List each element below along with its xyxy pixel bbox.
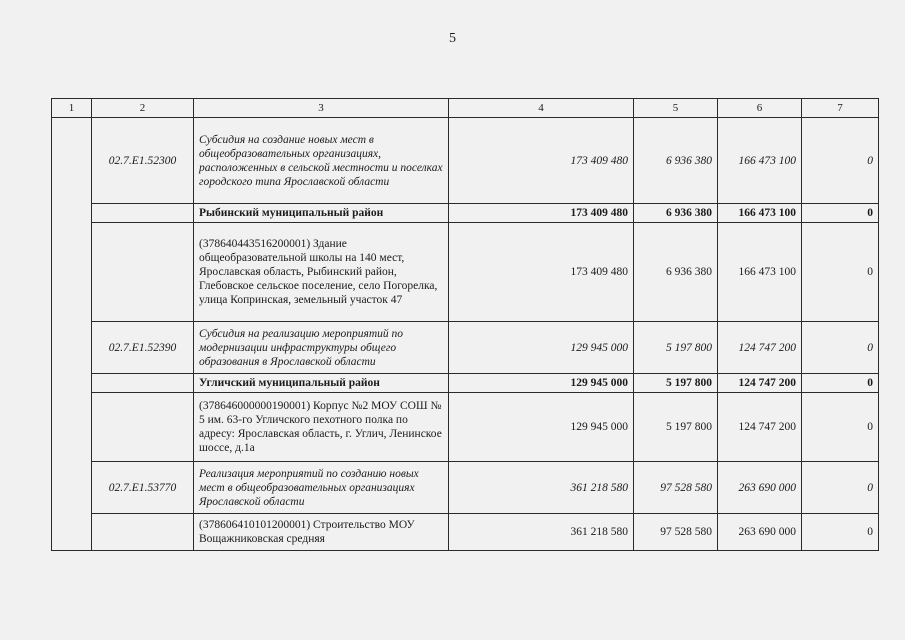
table-row [52, 204, 879, 223]
amount-col7: 0 [802, 374, 879, 393]
amount-col5: 97 528 580 [634, 514, 718, 551]
table-row [52, 118, 879, 204]
budget-code: 02.7.E1.53770 [92, 462, 194, 514]
amount-col6: 166 473 100 [718, 118, 802, 204]
total-amount: 129 945 000 [449, 322, 634, 374]
table-row [52, 462, 879, 514]
item-name: Реализация мероприятий по созданию новых мест в общеобразовательных организациях Ярославской области [194, 462, 449, 514]
column-header: 3 [194, 99, 449, 118]
item-name: Субсидия на реализацию мероприятий по модернизации инфраструктуры общего образования в Ярославской области [194, 322, 449, 374]
district-name: Рыбинский муниципальный район [194, 204, 449, 223]
budget-code [92, 223, 194, 322]
amount-col7: 0 [802, 223, 879, 322]
column-header: 7 [802, 99, 879, 118]
amount-col5: 6 936 380 [634, 204, 718, 223]
object-name: (378606410101200001) Строительство МОУ Вощажниковская средняя [194, 514, 449, 551]
total-amount: 173 409 480 [449, 118, 634, 204]
merged-cell-col1 [52, 118, 92, 551]
amount-col6: 124 747 200 [718, 393, 802, 462]
amount-col6: 166 473 100 [718, 223, 802, 322]
total-amount: 173 409 480 [449, 204, 634, 223]
table-row [52, 374, 879, 393]
amount-col7: 0 [802, 118, 879, 204]
item-name: Субсидия на создание новых мест в общеобразовательных организациях, расположенных в сельской местности и поселках городского типа Ярославской области [194, 118, 449, 204]
amount-col7: 0 [802, 514, 879, 551]
object-name: (378640443516200001) Здание общеобразовательной школы на 140 мест, Ярославская область, Рыбинский район, Глебовское сельское поселение, село Погорелка, улица Копринская, земельный участок 47 [194, 223, 449, 322]
amount-col5: 6 936 380 [634, 223, 718, 322]
total-amount: 361 218 580 [449, 462, 634, 514]
column-header: 1 [52, 99, 92, 118]
amount-col5: 97 528 580 [634, 462, 718, 514]
amount-col6: 263 690 000 [718, 462, 802, 514]
amount-col7: 0 [802, 322, 879, 374]
district-name: Угличский муниципальный район [194, 374, 449, 393]
budget-code [92, 514, 194, 551]
table-row [52, 393, 879, 462]
amount-col6: 124 747 200 [718, 322, 802, 374]
column-header: 2 [92, 99, 194, 118]
amount-col5: 5 197 800 [634, 374, 718, 393]
total-amount: 173 409 480 [449, 223, 634, 322]
budget-code: 02.7.E1.52300 [92, 118, 194, 204]
object-name: (378646000000190001) Корпус №2 МОУ СОШ № 5 им. 63-го Угличского пехотного полка по адресу: Ярославская область, г. Углич, Ленинское шоссе, д.1а [194, 393, 449, 462]
total-amount: 129 945 000 [449, 393, 634, 462]
amount-col7: 0 [802, 393, 879, 462]
column-header: 4 [449, 99, 634, 118]
table-row [52, 223, 879, 322]
column-header: 6 [718, 99, 802, 118]
budget-table [51, 98, 879, 551]
amount-col5: 6 936 380 [634, 118, 718, 204]
total-amount: 361 218 580 [449, 514, 634, 551]
budget-code [92, 204, 194, 223]
amount-col7: 0 [802, 204, 879, 223]
amount-col6: 263 690 000 [718, 514, 802, 551]
budget-code [92, 393, 194, 462]
amount-col6: 124 747 200 [718, 374, 802, 393]
header-row [52, 99, 879, 118]
page-number: 5 [449, 31, 456, 46]
amount-col5: 5 197 800 [634, 322, 718, 374]
budget-code [92, 374, 194, 393]
amount-col5: 5 197 800 [634, 393, 718, 462]
table-row [52, 322, 879, 374]
total-amount: 129 945 000 [449, 374, 634, 393]
column-header: 5 [634, 99, 718, 118]
amount-col6: 166 473 100 [718, 204, 802, 223]
table-row [52, 514, 879, 551]
amount-col7: 0 [802, 462, 879, 514]
budget-code: 02.7.E1.52390 [92, 322, 194, 374]
